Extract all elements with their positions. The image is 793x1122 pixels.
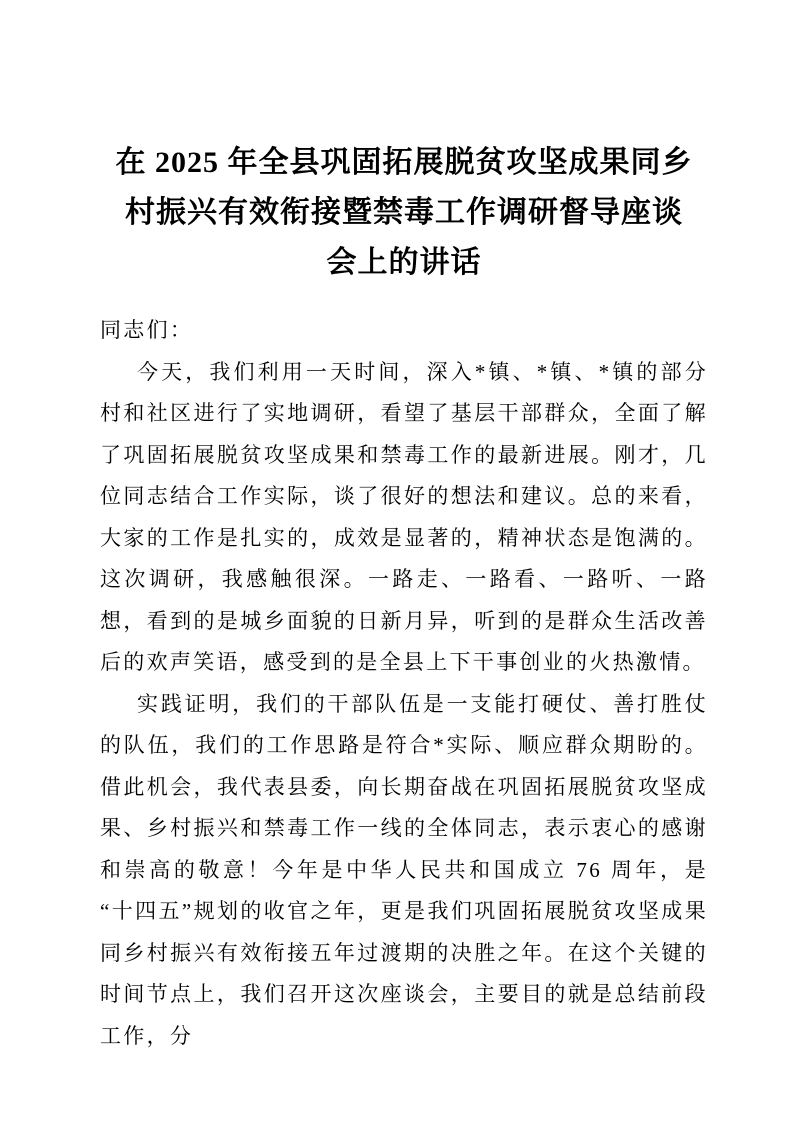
document-title <box>100 138 708 288</box>
document-body <box>100 310 708 1057</box>
document-title-line-1: 在 2025 年全县巩固拓展脱贫攻坚成果同乡 <box>115 146 693 180</box>
document-title-line-3: 会上的讲话 <box>326 246 482 280</box>
document-title-line-2: 村振兴有效衔接暨禁毒工作调研督导座谈 <box>125 196 683 230</box>
paragraph-1: 今天，我们利用一天时间，深入*镇、*镇、*镇的部分村和社区进行了实地调研，看望了基层干部群众，全面了解了巩固拓展脱贫攻坚成果和禁毒工作的最新进展。刚才，几位同志结合工作实际，谈了很好的想法和建议。总的来看，大家的工作是扎实的，成效是显著的，精神状态是饱满的。这次调研，我感触很深。一路走、一路看、一路听、一路想，看到的是城乡面貌的日新月异，听到的是群众生活改善后的欢声笑语，感受到的是全县上下干事创业的火热激情。 <box>100 359 708 675</box>
salutation: 同志们： <box>100 318 194 343</box>
paragraph-2: 实践证明，我们的干部队伍是一支能打硬仗、善打胜仗的队伍，我们的工作思路是符合*实际、顺应群众期盼的。借此机会，我代表县委，向长期奋战在巩固拓展脱贫攻坚成果、乡村振兴和禁毒工作一线的全体同志，表示衷心的感谢和崇高的敬意！今年是中华人民共和国成立 76 周年，是“十四五”规划的收官之年，更是我们巩固拓展脱贫攻坚成果同乡村振兴有效衔接五年过渡期的决胜之年。在这个关键的时间节点上，我们召开这次座谈会，主要目的就是总结前段工作，分 <box>100 691 708 1048</box>
